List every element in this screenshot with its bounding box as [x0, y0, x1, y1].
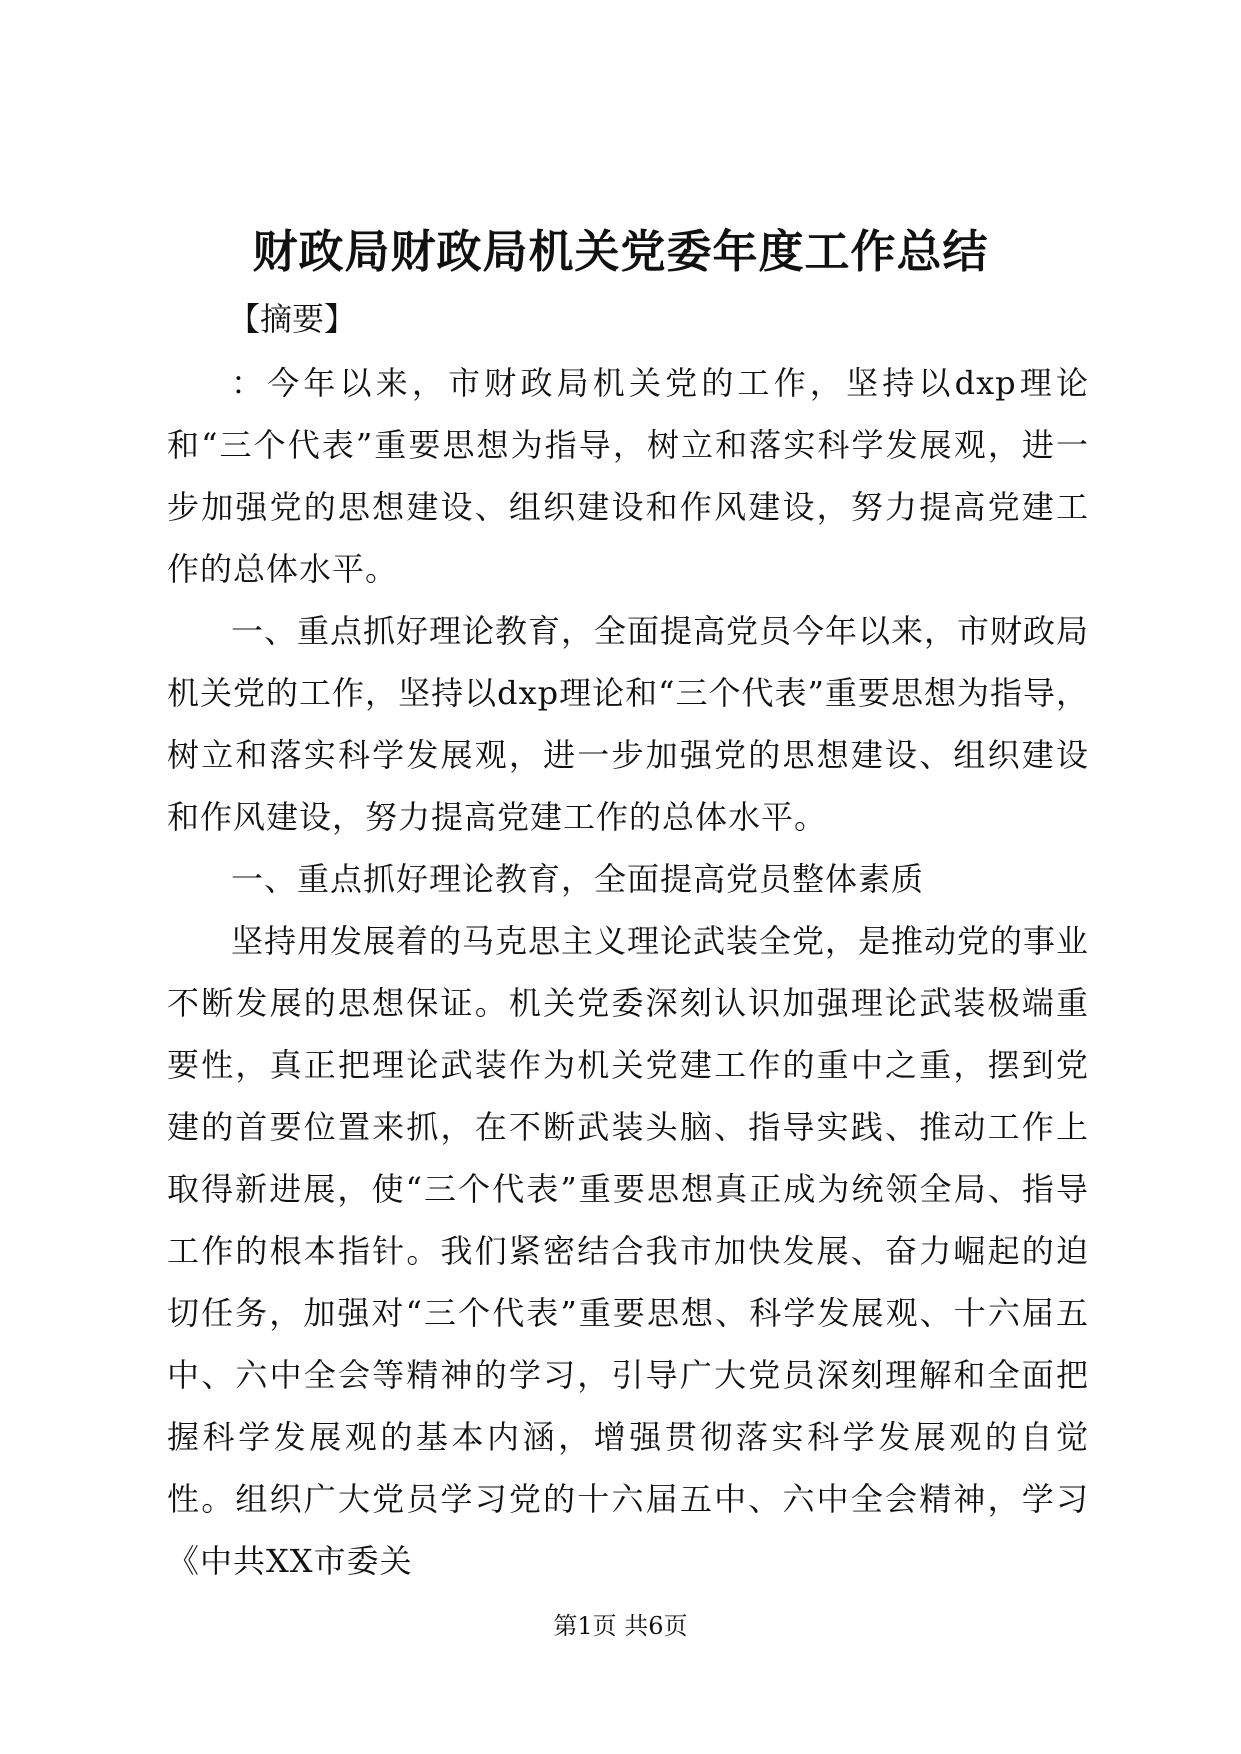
paragraph-summary: ：今年以来，市财政局机关党的工作，坚持以dxp理论和“三个代表”重要思想为指导，树立和落实科学发展观，进一步加强党的思想建设、组织建设和作风建设，努力提高党建工作的总体水平。 — [167, 364, 1089, 588]
paragraph-section-one-intro: 一、重点抓好理论教育，全面提高党员今年以来，市财政局机关党的工作，坚持以dxp理论和“三个代表”重要思想为指导，树立和落实科学发展观，进一步加强党的思想建设、组织建设和作风建设，努力提高党建工作的总体水平。 — [167, 612, 1090, 836]
page-footer: 第1页 共6页 — [553, 1612, 688, 1640]
paragraph-theory-education: 坚持用发展着的马克思主义理论武装全党，是推动党的事业不断发展的思想保证。机关党委深刻认识加强理论武装极端重要性，真正把理论武装作为机关党建工作的重中之重，摆到党建的首要位置来抓，在不断武装头脑、指导实践、推动工作上取得新进展，使“三个代表”重要思想真正成为统领全局、指导工作的根本指针。我们紧密结合我市加快发展、奋力崛起的迫切任务，加强对“三个代表”重要思想、科学发展观、十六届五中、六中全会等精神的学习，引导广大党员深刻理解和全面把握科学发展观的基本内涵，增强贯彻落实科学发展观的自觉性。组织广大党员学习党的十六届五中、六中全会精神，学习《中共XX市委关 — [167, 922, 1090, 1580]
document-title: 财政局财政局机关党委年度工作总结 — [252, 225, 989, 278]
abstract-label: 【摘要】 — [228, 300, 357, 338]
document-body — [167, 352, 1089, 1592]
section-heading: 一、重点抓好理论教育，全面提高党员整体素质 — [231, 860, 925, 898]
